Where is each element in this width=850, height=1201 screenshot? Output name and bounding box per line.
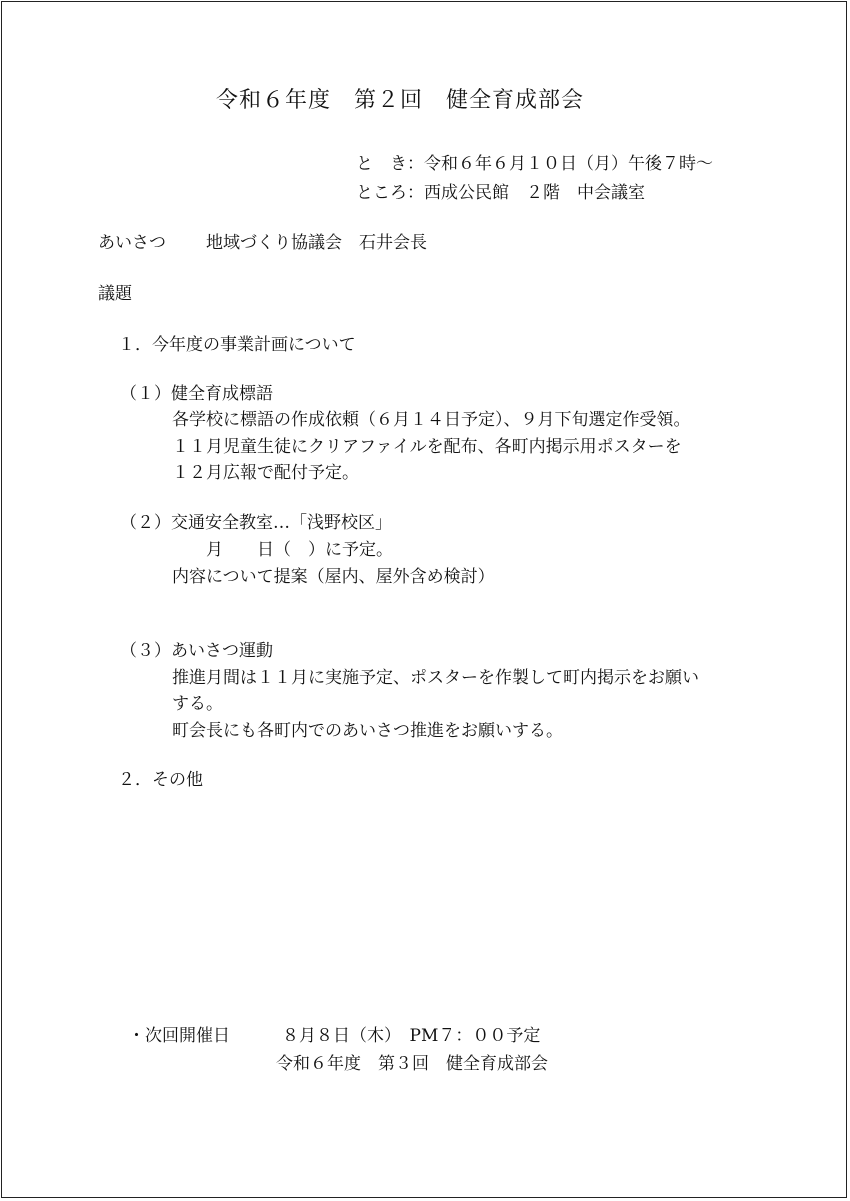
subitem-3-title: （３）あいさつ運動 bbox=[120, 641, 273, 661]
subitem-1-line: １２月広報で配付予定。 bbox=[172, 463, 359, 483]
meeting-place: ところ：西成公民館 ２階 中会議室 bbox=[356, 183, 645, 203]
agenda-item-2-title: ２．その他 bbox=[118, 770, 203, 790]
subitem-3-line: 町会長にも各町内でのあいさつ推進をお願いする。 bbox=[172, 721, 563, 741]
meeting-date: と き：令和６年６月１０日（月）午後７時～ bbox=[356, 154, 713, 174]
agenda-heading: 議題 bbox=[98, 284, 132, 304]
subitem-2-line: 内容について提案（屋内、屋外含め検討） bbox=[172, 567, 495, 587]
page-border bbox=[1, 1, 847, 1198]
next-meeting-label: ・次回開催日 bbox=[128, 1026, 230, 1046]
subitem-3-line: 推進月間は１１月に実施予定、ポスターを作製して町内掲示をお願い bbox=[172, 668, 699, 688]
subitem-2-line: 月 日（ ）に予定。 bbox=[206, 540, 393, 560]
next-meeting-date: ８月８日（木） PM７：００予定 bbox=[282, 1026, 541, 1046]
subitem-1-title: （１）健全育成標語 bbox=[120, 384, 273, 404]
subitem-1-line: １１月児童生徒にクリアファイルを配布、各町内掲示用ポスターを bbox=[172, 437, 682, 457]
subitem-3-line: する。 bbox=[172, 694, 223, 714]
page-title: 令和６年度 第２回 健全育成部会 bbox=[216, 88, 585, 113]
greeting-label: あいさつ bbox=[98, 233, 166, 253]
greeting-speaker: 地域づくり協議会 石井会長 bbox=[206, 233, 427, 253]
next-meeting-name: 令和６年度 第３回 健全育成部会 bbox=[276, 1054, 548, 1074]
agenda-item-1-title: １．今年度の事業計画について bbox=[118, 335, 356, 355]
subitem-2-title: （２）交通安全教室…「浅野校区」 bbox=[120, 513, 392, 533]
subitem-1-line: 各学校に標語の作成依頼（６月１４日予定）、９月下旬選定作受領。 bbox=[172, 410, 691, 430]
